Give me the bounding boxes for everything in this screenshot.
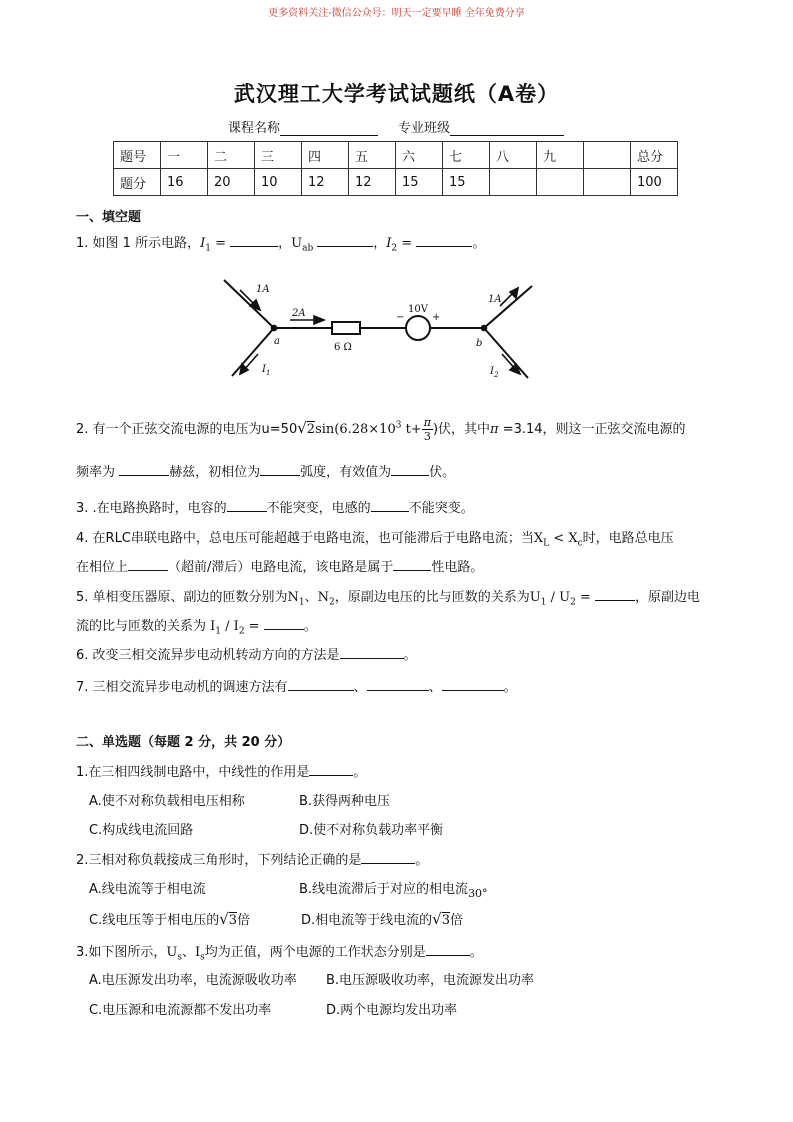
course-name-blank xyxy=(280,122,378,136)
symbol-sub: L xyxy=(543,538,550,549)
q-text: 3 xyxy=(228,913,238,928)
table-cell: 15 xyxy=(443,169,490,196)
option-2-3-c: C.电压源和电流源都不发出功率 xyxy=(89,1003,272,1018)
table-cell: 题分 xyxy=(114,169,161,196)
symbol: I xyxy=(200,236,206,251)
symbol: U xyxy=(559,590,571,605)
q-text: ，原副边电 xyxy=(635,590,701,605)
arrow-head-icon xyxy=(240,364,248,374)
answer-blank xyxy=(230,234,278,247)
q-text: 、 xyxy=(353,680,367,695)
table-cell xyxy=(537,169,584,196)
node-a-dot xyxy=(272,326,277,331)
question-2-3 xyxy=(76,941,483,963)
score-table-row-number xyxy=(114,142,678,169)
class-field xyxy=(398,117,564,136)
label-resistor: 6 Ω xyxy=(334,342,352,353)
q-text: = xyxy=(397,236,417,251)
q-text: = xyxy=(575,590,596,605)
symbol-sub: s xyxy=(177,952,182,963)
answer-blank xyxy=(340,646,404,659)
symbol: X xyxy=(568,531,578,546)
table-cell: 16 xyxy=(161,169,208,196)
label-i-branch: 2A xyxy=(292,308,306,319)
symbol-sub: 1 xyxy=(205,243,211,254)
answer-blank xyxy=(119,463,169,476)
q-text: B.线电流滞后于对应的相电流 xyxy=(299,882,469,897)
symbol: I xyxy=(386,236,392,251)
q-text: / xyxy=(221,619,234,634)
symbol: X xyxy=(533,531,544,546)
label-minus: − xyxy=(396,312,405,323)
table-cell: 20 xyxy=(208,169,255,196)
q-text: ， xyxy=(278,236,292,251)
label-plus: + xyxy=(432,312,441,323)
table-cell: 五 xyxy=(349,142,396,169)
q-text: 。 xyxy=(469,945,483,960)
question-1-4 xyxy=(76,527,674,549)
q-text: 3. .在电路换路时，电容的 xyxy=(76,501,227,516)
label-source: 10V xyxy=(408,304,428,315)
q-text: 1.在三相四线制电路中，中线性的作用是 xyxy=(76,765,310,780)
page-title: 武汉理工大学考试试题纸（A卷） xyxy=(233,82,560,106)
table-cell: 15 xyxy=(396,169,443,196)
symbol: I xyxy=(210,619,216,634)
sqrt-icon: √ xyxy=(297,419,307,437)
q-text: D.相电流等于线电流的 xyxy=(301,913,433,928)
q-text: 5. 单相变压器原、副边的匝数分别为 xyxy=(76,590,288,605)
q-text: 不能突变，电感的 xyxy=(266,501,371,516)
q-text: 。 xyxy=(503,680,517,695)
node-b-dot xyxy=(482,326,487,331)
q-text: )伏，其中 xyxy=(432,422,491,437)
table-cell: 三 xyxy=(255,142,302,169)
q-text: = xyxy=(210,236,231,251)
symbol-sub: 2 xyxy=(238,626,245,637)
question-1-5-line2 xyxy=(76,615,317,637)
table-cell: 四 xyxy=(302,142,349,169)
question-1-2 xyxy=(76,416,686,443)
q-text: 伏。 xyxy=(429,465,456,480)
q-text: 性电路。 xyxy=(431,560,484,575)
table-cell: 七 xyxy=(443,142,490,169)
symbol: N xyxy=(317,590,330,605)
q-text: 不能突变。 xyxy=(408,501,474,516)
question-1-7 xyxy=(76,676,517,695)
q-text: 在相位上 xyxy=(76,560,129,575)
question-1-6 xyxy=(76,644,417,663)
q-text: 赫兹，初相位为 xyxy=(169,465,261,480)
q-text: 频率为 xyxy=(76,465,120,480)
answer-blank xyxy=(361,851,415,864)
answer-blank xyxy=(227,499,267,512)
symbol: N xyxy=(287,590,299,605)
q-text: sin(6.28×10 xyxy=(315,422,396,437)
answer-blank xyxy=(260,463,300,476)
question-1-1 xyxy=(76,232,485,254)
option-2-2-d xyxy=(301,909,463,928)
table-cell: 六 xyxy=(396,142,443,169)
q-text: t+ xyxy=(401,422,422,437)
symbol: I xyxy=(195,945,201,960)
q-text: 倍 xyxy=(237,913,251,928)
label-node-a: a xyxy=(274,336,280,347)
q-text: < xyxy=(549,531,569,546)
table-cell: 100 xyxy=(631,169,678,196)
symbol-sub: ab xyxy=(302,243,314,254)
answer-blank xyxy=(393,558,431,571)
symbol: U xyxy=(529,590,541,605)
question-1-4-line2 xyxy=(76,556,483,575)
q-text: 。 xyxy=(303,619,317,634)
symbol-sub: 1 xyxy=(540,597,547,608)
label-i2: I xyxy=(490,366,494,377)
q-text: ，原副边电压的比与匝数的关系为 xyxy=(334,590,530,605)
q-text: 3.如下图所示， xyxy=(76,945,167,960)
option-2-1-a: A.使不对称负载相电压相称 xyxy=(89,794,245,809)
symbol: U xyxy=(291,236,303,251)
symbol: π xyxy=(490,422,499,437)
symbol: I xyxy=(233,619,239,634)
q-text: 。 xyxy=(415,853,429,868)
class-label: 专业班级 xyxy=(398,121,451,136)
label-i2-sub: 2 xyxy=(494,371,499,379)
option-2-2-b xyxy=(299,878,488,900)
section1-heading: 一、填空题 xyxy=(76,210,142,225)
table-cell: 10 xyxy=(255,169,302,196)
q-text: 1. 如图 1 所示电路， xyxy=(76,236,201,251)
option-2-2-a: A.线电流等于相电流 xyxy=(89,882,206,897)
option-2-3-d: D.两个电源均发出功率 xyxy=(326,1003,458,1018)
table-cell: 八 xyxy=(490,142,537,169)
symbol: U xyxy=(166,945,178,960)
answer-blank xyxy=(128,558,168,571)
table-cell: 12 xyxy=(302,169,349,196)
q-text: 。 xyxy=(472,236,486,251)
table-cell: 一 xyxy=(161,142,208,169)
label-node-b: b xyxy=(476,338,483,349)
option-2-2-c xyxy=(89,909,250,928)
symbol-sub: 1 xyxy=(298,597,305,608)
q-text: 。 xyxy=(353,765,367,780)
table-cell: 总分 xyxy=(631,142,678,169)
question-2-2 xyxy=(76,849,428,868)
arrow-head-icon xyxy=(314,316,324,324)
q-text: C.线电压等于相电压的 xyxy=(89,913,220,928)
answer-blank xyxy=(416,234,472,247)
fraction xyxy=(422,416,433,443)
sqrt-icon: √ xyxy=(219,910,229,928)
answer-blank xyxy=(426,943,470,956)
q-text: 、 xyxy=(428,680,442,695)
option-2-3-b: B.电压源吸收功率，电流源发出功率 xyxy=(326,973,535,988)
option-2-3-a: A.电压源发出功率，电流源吸收功率 xyxy=(89,973,297,988)
q-text: / xyxy=(546,590,560,605)
label-i1: I xyxy=(262,364,266,375)
symbol-sub: s xyxy=(200,952,205,963)
table-cell xyxy=(584,142,631,169)
q-text: = xyxy=(244,619,264,634)
q-text: 、 xyxy=(304,590,318,605)
fraction-numerator: π xyxy=(423,416,431,429)
score-table-row-points xyxy=(114,169,678,196)
answer-blank xyxy=(595,588,635,601)
table-cell xyxy=(584,169,631,196)
symbol-sub: 2 xyxy=(391,243,398,254)
answer-blank xyxy=(442,678,504,691)
answer-blank xyxy=(371,499,409,512)
question-1-2-line2 xyxy=(76,461,455,480)
q-text: 7. 三相交流异步电动机的调速方法有 xyxy=(76,680,288,695)
table-cell: 九 xyxy=(537,142,584,169)
table-cell xyxy=(490,169,537,196)
course-name-field xyxy=(228,117,378,136)
q-text: 时，电路总电压 xyxy=(582,531,674,546)
header-note: 更多资料关注-微信公众号：明天一定要早睡 全年免费分享 xyxy=(268,8,525,19)
q-text: 6. 改变三相交流异步电动机转动方向的方法是 xyxy=(76,648,340,663)
question-1-3 xyxy=(76,497,474,516)
q-text: 30° xyxy=(468,887,488,900)
question-2-1 xyxy=(76,761,366,780)
wire-top-right xyxy=(484,286,532,328)
q-text: 。 xyxy=(403,648,417,663)
table-cell: 题号 xyxy=(114,142,161,169)
q-text: 弧度，有效值为 xyxy=(300,465,392,480)
symbol-sub: 2 xyxy=(329,597,335,608)
section2-heading: 二、单选题（每题 2 分，共 20 分） xyxy=(76,735,291,750)
symbol-sub: c xyxy=(577,538,583,549)
sqrt-icon: √ xyxy=(432,910,442,928)
q-text: 均为正值，两个电源的工作状态分别是 xyxy=(204,945,426,960)
answer-blank xyxy=(288,678,354,691)
q-text: 、 xyxy=(182,945,196,960)
option-2-1-c: C.构成线电流回路 xyxy=(89,823,194,838)
symbol-sub: 1 xyxy=(215,626,222,637)
option-2-1-b: B.获得两种电压 xyxy=(299,794,391,809)
answer-blank xyxy=(264,617,304,630)
q-text: 3 xyxy=(395,420,402,431)
q-text: ， xyxy=(373,236,387,251)
score-table xyxy=(113,141,678,196)
q-text: 3 xyxy=(441,913,450,928)
q-text: 流的比与匝数的关系为 xyxy=(76,619,211,634)
voltage-source-icon xyxy=(406,316,430,340)
q-text: =3.14，则这一正弦交流电源的 xyxy=(498,422,686,437)
circuit-figure-1 xyxy=(210,270,560,388)
label-i1-sub: 1 xyxy=(266,369,271,377)
arrow-head-icon xyxy=(510,288,518,298)
answer-blank xyxy=(367,678,429,691)
answer-blank xyxy=(391,463,429,476)
label-i-top-right: 1A xyxy=(488,294,502,305)
table-cell: 二 xyxy=(208,142,255,169)
q-text: 倍 xyxy=(450,913,464,928)
q-text: 4. 在RLC串联电路中，总电压可能超越于电路电流，也可能滞后于电路电流；当 xyxy=(76,531,534,546)
symbol-sub: 2 xyxy=(570,597,576,608)
q-text: 2 xyxy=(306,422,316,437)
answer-blank xyxy=(317,234,373,247)
q-text: （超前/滞后）电路电流，该电路是属于 xyxy=(168,560,394,575)
class-blank xyxy=(450,122,564,136)
q-text: 2. 有一个正弦交流电源的电压为u=50 xyxy=(76,422,298,437)
answer-blank xyxy=(309,763,353,776)
fraction-denominator: 3 xyxy=(423,430,431,443)
label-i-top-left: 1A xyxy=(256,284,270,295)
resistor-6ohm xyxy=(332,322,360,334)
course-name-label: 课程名称 xyxy=(228,121,281,136)
question-1-5 xyxy=(76,586,700,608)
q-text: 2.三相对称负载接成三角形时，下列结论正确的是 xyxy=(76,853,362,868)
table-cell: 12 xyxy=(349,169,396,196)
option-2-1-d: D.使不对称负载功率平衡 xyxy=(299,823,444,838)
